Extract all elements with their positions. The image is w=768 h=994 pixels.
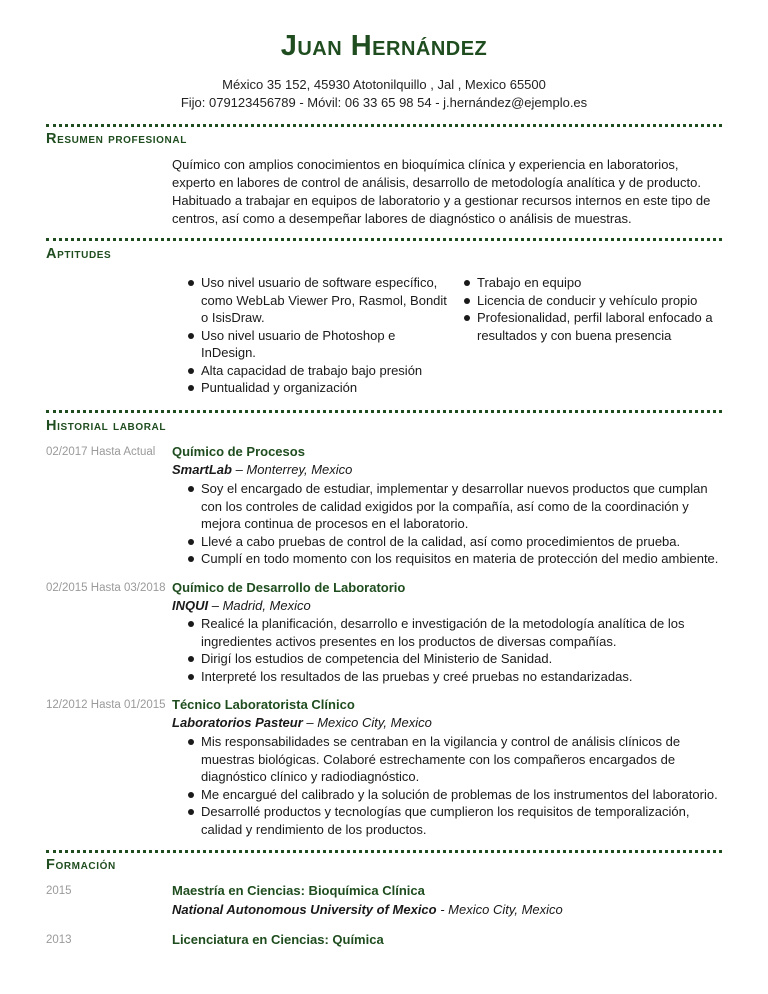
education-degree: Maestría en Ciencias: Bioquímica Clínica	[172, 883, 425, 898]
company-name: Laboratorios Pasteur	[172, 715, 303, 730]
job-title: Químico de Desarrollo de Laboratorio	[172, 580, 406, 595]
job-title: Químico de Procesos	[172, 444, 305, 459]
job-dates: 12/2012 Hasta 01/2015	[46, 699, 166, 711]
duty-item: Dirigí los estudios de competencia del Ministerio de Sanidad.	[186, 650, 722, 668]
summary-heading: Resumen profesional	[46, 131, 187, 147]
skills-right-column	[462, 274, 722, 344]
section-divider	[46, 410, 722, 413]
skills-left-column	[186, 274, 448, 397]
education-degree: Licenciatura en Ciencias: Química	[172, 932, 384, 947]
job-duties	[186, 480, 722, 568]
skill-item: Uso nivel usuario de software específico, como WebLab Viewer Pro, Rasmol, Bondit o IsisDraw.	[186, 274, 448, 327]
candidate-name: Juan Hernández	[280, 30, 488, 62]
contact-phones: Fijo: 079123456789 - Móvil: 06 33 65 98 54 - j.hernández@ejemplo.es	[180, 95, 588, 110]
duty-item: Realicé la planificación, desarrollo e investigación de la metodología analítica de los ingredientes activos presentes en los productos de diversas compañías.	[186, 615, 722, 650]
school-location: - Mexico City, Mexico	[436, 902, 563, 917]
job-employer	[172, 598, 311, 613]
duty-item: Desarrollé productos y tecnologías que cumplieron los requisitos de temporalización, calidad y rendimiento de los productos.	[186, 803, 722, 838]
job-title: Técnico Laboratorista Clínico	[172, 697, 355, 712]
education-school	[172, 902, 563, 917]
skills-heading: Aptitudes	[46, 246, 112, 262]
skill-item: Puntualidad y organización	[186, 379, 448, 397]
job-employer	[172, 462, 352, 477]
job-employer	[172, 715, 432, 730]
section-divider	[46, 850, 722, 853]
education-year: 2013	[46, 934, 72, 946]
job-duties	[186, 733, 722, 838]
duty-item: Me encargué del calibrado y la solución de problemas de los instrumentos del laboratorio.	[186, 786, 722, 804]
section-divider	[46, 124, 722, 127]
skill-item: Uso nivel usuario de Photoshop e InDesign.	[186, 327, 448, 362]
summary-text: Químico con amplios conocimientos en bioquímica clínica y experiencia en laboratorios, experto en labores de control de análisis, desarrollo de metodología analítica y de producto. Habituado a trabajar en equipos de laboratorio y a gestionar recursos internos en este tipo de centros, así como a desempeñar labores de diagnóstico o análisis de muestras.	[172, 157, 711, 226]
section-divider	[46, 238, 722, 241]
job-duties	[186, 615, 722, 685]
skill-item: Profesionalidad, perfil laboral enfocado a resultados y con buena presencia	[462, 309, 722, 344]
company-name: SmartLab	[172, 462, 232, 477]
duty-item: Llevé a cabo pruebas de control de la calidad, así como procedimientos de prueba.	[186, 533, 722, 551]
duty-item: Mis responsabilidades se centraban en la vigilancia y control de análisis clínicos de muestras biológicas. Colaboré estrechamente con los compañeros encargados de diagnóstico clínico y radiodiagnóstico.	[186, 733, 722, 786]
contact-address: México 35 152, 45930 Atotonilquillo , Jal , Mexico 65500	[222, 77, 546, 92]
job-dates: 02/2017 Hasta Actual	[46, 446, 156, 458]
education-heading: Formación	[46, 857, 116, 873]
company-location: – Monterrey, Mexico	[231, 462, 353, 477]
education-year: 2015	[46, 885, 72, 897]
skill-item: Licencia de conducir y vehículo propio	[462, 292, 722, 310]
skill-item: Alta capacidad de trabajo bajo presión	[186, 362, 448, 380]
job-dates: 02/2015 Hasta 03/2018	[46, 582, 166, 594]
school-name: National Autonomous University of Mexico	[172, 902, 437, 917]
duty-item: Cumplí en todo momento con los requisitos en materia de protección del medio ambiente.	[186, 550, 722, 568]
company-location: – Madrid, Mexico	[208, 598, 311, 613]
duty-item: Interpreté los resultados de las pruebas y creé pruebas no estandarizadas.	[186, 668, 722, 686]
skill-item: Trabajo en equipo	[462, 274, 722, 292]
duty-item: Soy el encargado de estudiar, implementar y desarrollar nuevos productos que cumplan con los controles de calidad exigidos por la compañía, así como de la coordinación y mejora continua de procesos en el laboratorio.	[186, 480, 722, 533]
company-location: – Mexico City, Mexico	[302, 715, 432, 730]
company-name: INQUI	[172, 598, 209, 613]
work-heading: Historial laboral	[46, 418, 167, 434]
